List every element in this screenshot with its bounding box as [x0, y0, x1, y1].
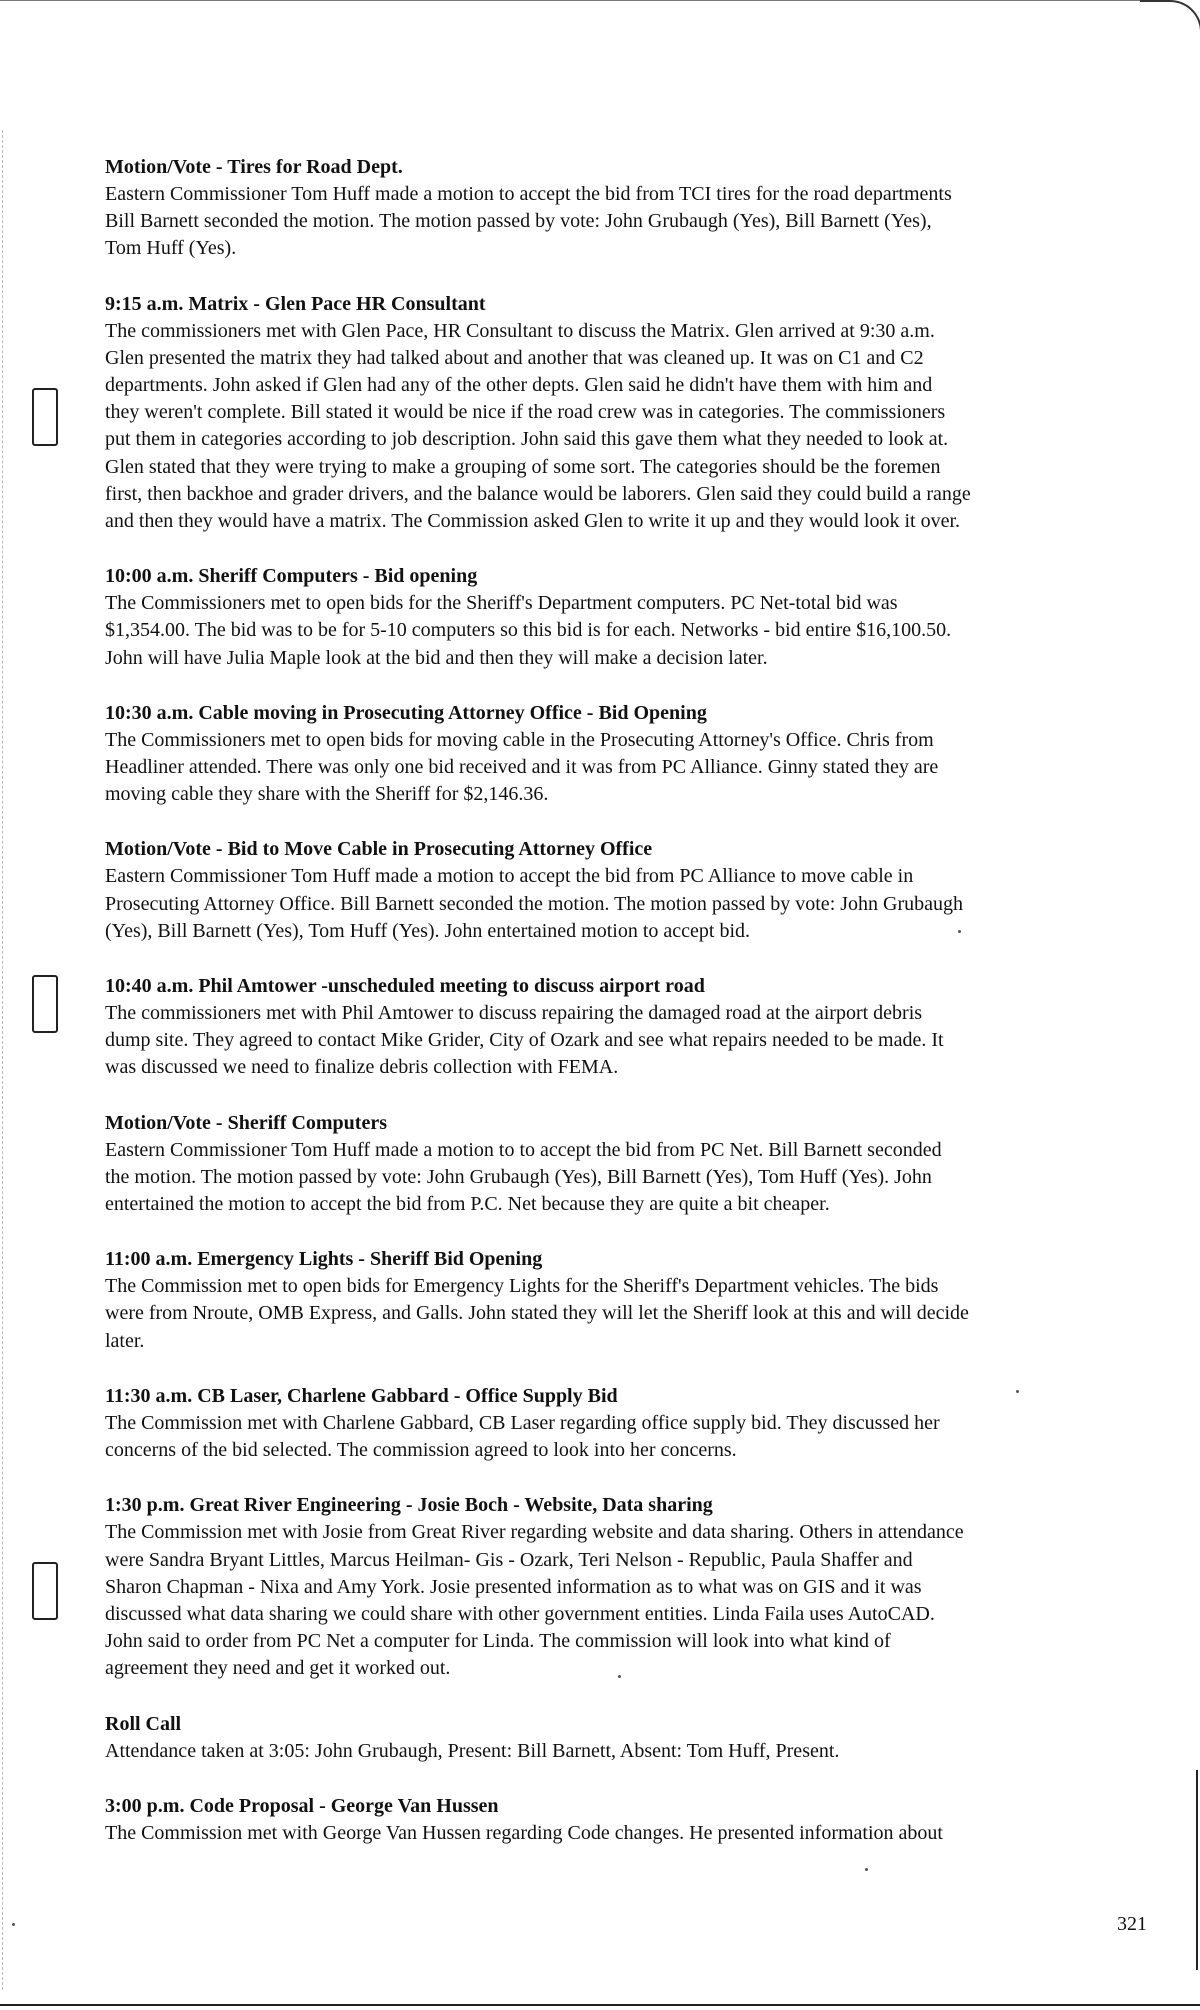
section-heading: 11:00 a.m. Emergency Lights - Sheriff Bid Opening [105, 1248, 543, 1271]
section-heading: 10:40 a.m. Phil Amtower -unscheduled meeting to discuss airport road [105, 975, 705, 998]
section-heading: 11:30 a.m. CB Laser, Charlene Gabbard - Office Supply Bid [105, 1384, 618, 1407]
minutes-section [105, 1110, 1145, 1219]
section-body: The Commission met with George Van Hussen regarding Code changes. He presented information about [105, 1821, 943, 1844]
section-body: Eastern Commissioner Tom Huff made a motion to accept the bid from TCI tires for the road departments Bill Barnett seconded the motion. The motion passed by vote: John Grubaugh (Yes), Bill Barnett (Yes), Tom Huff (Yes). [105, 183, 952, 260]
minutes-section [105, 973, 1145, 1082]
minutes-section [105, 1246, 1145, 1355]
section-heading: 9:15 a.m. Matrix - Glen Pace HR Consultant [105, 292, 486, 315]
scan-edge-corner [1140, 0, 1200, 32]
binder-hole-icon [32, 388, 58, 446]
section-body: The commissioners met with Phil Amtower to discuss repairing the damaged road at the airport debris dump site. They agreed to contact Mike Grider, City of Ozark and see what repairs needed to be made. It was discussed we need to finalize debris collection with FEMA. [105, 1002, 944, 1079]
section-body: The Commissioners met to open bids for moving cable in the Prosecuting Attorney's Office. Chris from Headliner attended. There was only one bid received and it was from PC Alliance. Ginny stated they are moving cable they share with the Sheriff for $2,146.36. [105, 728, 939, 806]
minutes-section [105, 1711, 1145, 1765]
section-heading: Motion/Vote - Tires for Road Dept. [105, 156, 403, 178]
section-heading: 10:30 a.m. Cable moving in Prosecuting Attorney Office - Bid Opening [105, 701, 707, 724]
binder-hole-icon [32, 1562, 58, 1620]
minutes-section [105, 1383, 1145, 1464]
section-body: The Commission met with Charlene Gabbard, CB Laser regarding office supply bid. They discussed her concerns of the bid selected. The commission agreed to look into her concerns. [105, 1411, 940, 1462]
scan-edge-right [1196, 1770, 1198, 1970]
section-body: The Commission met with Josie from Great River regarding website and data sharing. Others in attendance were Sandra Bryant Littles, Marcus Heilman- Gis - Ozark, Teri Nelson - Republic, Paula Shaffer and Sharon Chapman - Nixa and Amy York. Josie presented information as to what was on GIS and it was discussed what data sharing we could share with other government entities. Linda Faila uses AutoCAD. John said to order from PC Net a computer for Linda. The commission will look into what kind of agreement they need and get it worked out. [105, 1521, 964, 1680]
minutes-section [105, 1492, 1145, 1682]
scan-edge-left [2, 130, 3, 1990]
section-heading: Roll Call [105, 1712, 182, 1735]
scan-speck [12, 1923, 15, 1926]
minutes-section [105, 836, 1145, 945]
page-number: 321 [1117, 1913, 1147, 1935]
minutes-section [105, 291, 1145, 536]
minutes-section [105, 563, 1145, 672]
minutes-section [105, 700, 1145, 809]
section-heading: 1:30 p.m. Great River Engineering - Josie Boch - Website, Data sharing [105, 1494, 713, 1517]
minutes-content [105, 154, 1145, 1875]
section-body: Eastern Commissioner Tom Huff made a motion to to accept the bid from PC Net. Bill Barnett seconded the motion. The motion passed by vote: John Grubaugh (Yes), Bill Barnett (Yes), Tom Huff (Yes). John entertained the motion to accept the bid from P.C. Net because they are quite a bit cheaper. [105, 1138, 942, 1216]
section-heading: 3:00 p.m. Code Proposal - George Van Hussen [105, 1794, 499, 1817]
binder-hole-icon [32, 975, 58, 1033]
section-body: The Commission met to open bids for Emergency Lights for the Sheriff's Department vehicles. The bids were from Nroute, OMB Express, and Galls. John stated they will let the Sheriff look at this and will decide later. [105, 1275, 969, 1352]
scan-edge-top [0, 0, 1160, 1]
section-body: The Commissioners met to open bids for the Sheriff's Department computers. PC Net-total bid was $1,354.00. The bid was to be for 5-10 computers so this bid is for each. Networks - bid entire $16,100.50. John will have Julia Maple look at the bid and then they will make a decision later. [105, 592, 952, 669]
section-body: The commissioners met with Glen Pace, HR Consultant to discuss the Matrix. Glen arrived at 9:30 a.m. Glen presented the matrix they had talked about and another that was cleaned up. It was on C1 and C2 departments. John asked if Glen had any of the other depts. Glen said he didn't have them with him and they weren't complete. Bill stated it would be nice if the road crew was in categories. The commissioners put them in categories according to job description. John said this gave them what they needed to look at. Glen stated that they were trying to make a grouping of some sort. The categories should be the foremen first, then backhoe and grader drivers, and the balance would be laborers. Glen said they could build a range and then they would have a matrix. The Commission asked Glen to write it up and they would look it over. [105, 319, 971, 533]
section-heading: 10:00 a.m. Sheriff Computers - Bid opening [105, 565, 478, 588]
minutes-section [105, 154, 1145, 263]
section-body: Eastern Commissioner Tom Huff made a motion to accept the bid from PC Alliance to move cable in Prosecuting Attorney Office. Bill Barnett seconded the motion. The motion passed by vote: John Grubaugh (Yes), Bill Barnett (Yes), Tom Huff (Yes). John entertained motion to accept bid. [105, 865, 964, 942]
section-heading: Motion/Vote - Bid to Move Cable in Prosecuting Attorney Office [105, 838, 653, 861]
section-body: Attendance taken at 3:05: John Grubaugh, Present: Bill Barnett, Absent: Tom Huff, Present. [105, 1739, 840, 1762]
minutes-section [105, 1793, 1145, 1847]
section-heading: Motion/Vote - Sheriff Computers [105, 1111, 388, 1134]
scan-edge-bottom [0, 2004, 1200, 2006]
